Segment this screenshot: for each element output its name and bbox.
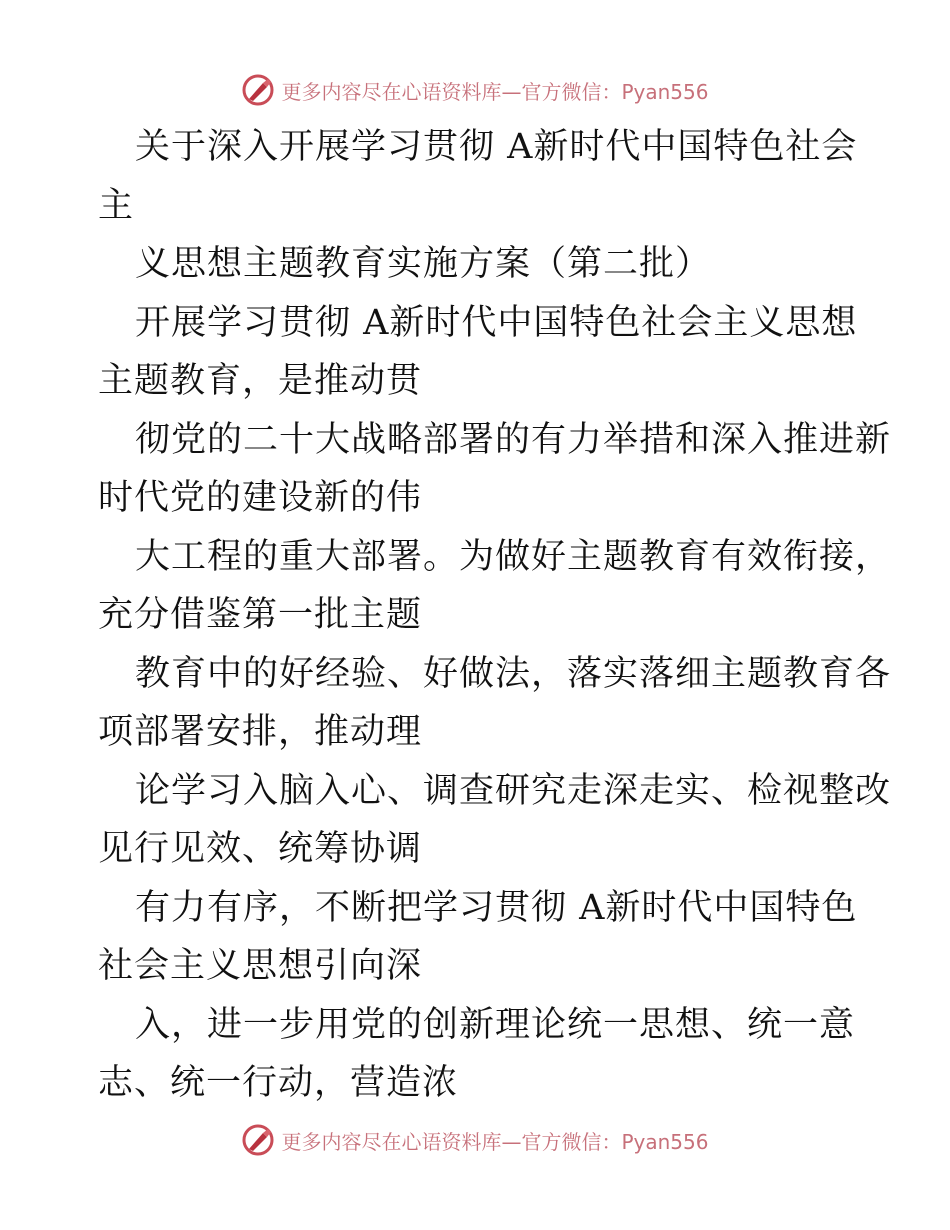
- text-line: 开展学习贯彻 A新时代中国特色社会主义思想: [135, 302, 858, 343]
- pen-nib-circle-icon: [241, 73, 275, 107]
- text-line: 入，进一步用党的创新理论统一思想、统一意: [135, 1004, 856, 1045]
- text-line: 教育中的好经验、好做法，落实落细主题教育各: [135, 653, 892, 694]
- text-line: 见行见效、统筹协调: [98, 829, 423, 869]
- document-body: [98, 118, 892, 1113]
- watermark-text: 更多内容尽在心语资料库—官方微信：Pyan556: [281, 1129, 709, 1154]
- text-line: 项部署安排，推动理: [98, 712, 423, 752]
- watermark-text: 更多内容尽在心语资料库—官方微信：Pyan556: [281, 79, 709, 104]
- text-line: 论学习入脑入心、调查研究走深走实、检视整改: [135, 770, 892, 811]
- pen-nib-circle-icon: [241, 1123, 275, 1157]
- footer-watermark: [0, 1120, 950, 1160]
- text-line: 彻党的二十大战略部署的有力举措和深入推进新: [135, 419, 892, 460]
- text-line: 社会主义思想引向深: [98, 946, 423, 986]
- text-line: 时代党的建设新的伟: [98, 478, 423, 518]
- header-watermark: [0, 70, 950, 110]
- text-line: 大工程的重大部署。为做好主题教育有效衔接，: [135, 536, 892, 577]
- text-line: 志、统一行动，营造浓: [98, 1063, 459, 1103]
- text-line: 义思想主题教育实施方案（第二批）: [135, 244, 712, 284]
- text-line: 主题教育，是推动贯: [98, 361, 423, 401]
- text-line: 关于深入开展学习贯彻 A新时代中国特色社会: [135, 127, 858, 167]
- text-line: 有力有序，不断把学习贯彻 A新时代中国特色: [135, 887, 858, 928]
- text-line: 主: [98, 185, 135, 226]
- text-line: 充分借鉴第一批主题: [98, 595, 423, 635]
